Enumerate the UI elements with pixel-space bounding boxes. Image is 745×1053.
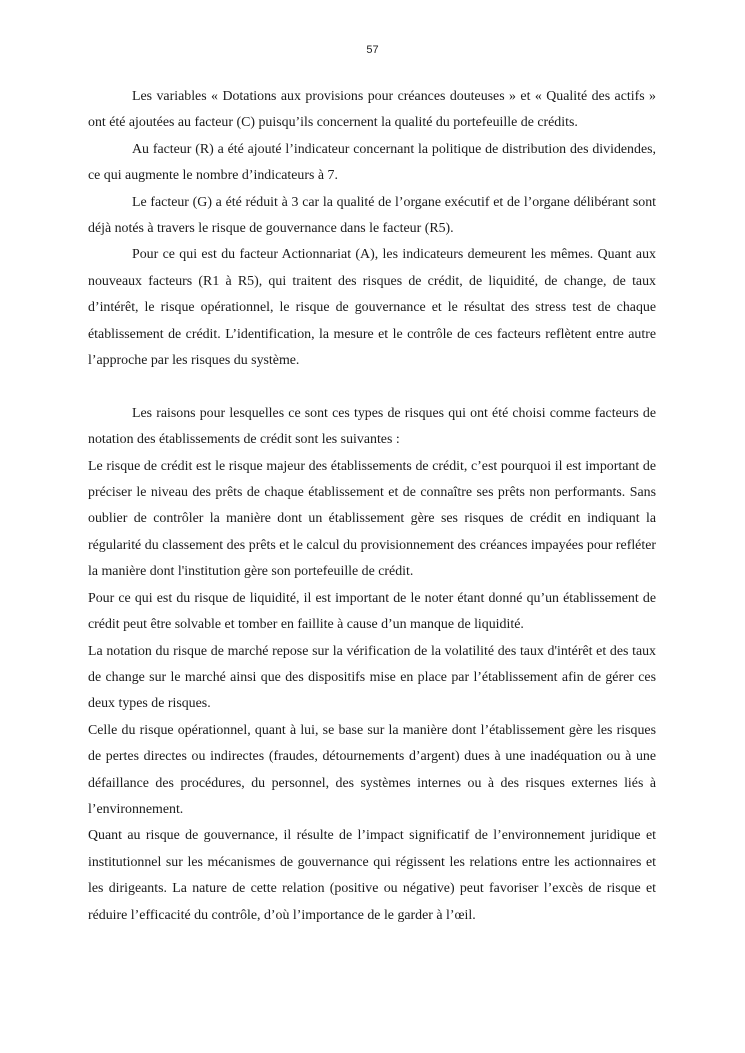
body-text [88, 84, 656, 929]
paragraph-risque-marche: La notation du risque de marché repose sur la vérification de la volatilité des taux d'intérêt et des taux de change sur le marché ainsi que des dispositifs mise en place par l’établissement afin de gérer ces deux types de risques. [88, 643, 656, 712]
paragraph-actionnariat: Pour ce qui est du facteur Actionnariat (A), les indicateurs demeurent les mêmes. Quant aux nouveaux facteurs (R1 à R5), qui traitent des risques de crédit, de liquidité, de change, de taux d’intérêt, le risque opérationnel, le risque de gouvernance et le résultat des stress test de chaque établissement de crédit. L’identification, la mesure et le contrôle de ces facteurs reflètent entre autre l’approche par les risques du système. [88, 247, 656, 369]
paragraph-spacer [88, 374, 656, 400]
page-number: 57 [366, 44, 379, 56]
paragraph-raisons: Les raisons pour lesquelles ce sont ces types de risques qui ont été choisi comme facteurs de notation des établissements de crédit sont les suivantes : [88, 405, 656, 448]
paragraph-risque-operationnel: Celle du risque opérationnel, quant à lui, se base sur la manière dont l’établissement gère les risques de pertes directes ou indirectes (fraudes, détournements d’argent) dues à une inadéquation ou à une défaillance des procédures, du personnel, des systèmes internes ou à des risques externes liés à l’environnement. [88, 722, 656, 817]
paragraph-risque-credit: Le risque de crédit est le risque majeur des établissements de crédit, c’est pourquoi il est important de préciser le niveau des prêts de chaque établissement et de connaître ses prêts non performants. Sans oublier de contrôler la manière dont un établissement gère ses risques de crédit en indiquant la régularité du classement des prêts et le calcul du provisionnement des créances impayées pour refléter la manière dont l'institution gère son portefeuille de crédit. [88, 458, 656, 580]
paragraph-risque-liquidite: Pour ce qui est du risque de liquidité, il est important de le noter étant donné qu’un établissement de crédit peut être solvable et tomber en faillite à cause d’un manque de liquidité. [88, 590, 656, 633]
paragraph-facteur-g: Le facteur (G) a été réduit à 3 car la qualité de l’organe exécutif et de l’organe délibérant sont déjà notés à travers le risque de gouvernance dans le facteur (R5). [88, 194, 656, 237]
paragraph-risque-gouvernance: Quant au risque de gouvernance, il résulte de l’impact significatif de l’environnement juridique et institutionnel sur les mécanismes de gouvernance qui régissent les relations entre les actionnaires et les dirigeants. La nature de cette relation (positive ou négative) peut favoriser l’excès de risque et réduire l’efficacité du contrôle, d’où l’importance de le garder à l’œil. [88, 828, 656, 923]
paragraph-variables-facteur-c: Les variables « Dotations aux provisions pour créances douteuses » et « Qualité des actifs » ont été ajoutées au facteur (C) puisqu’ils concernent la qualité du portefeuille de crédits. [88, 89, 656, 131]
paragraph-facteur-r: Au facteur (R) a été ajouté l’indicateur concernant la politique de distribution des dividendes, ce qui augmente le nombre d’indicateurs à 7. [88, 141, 656, 184]
